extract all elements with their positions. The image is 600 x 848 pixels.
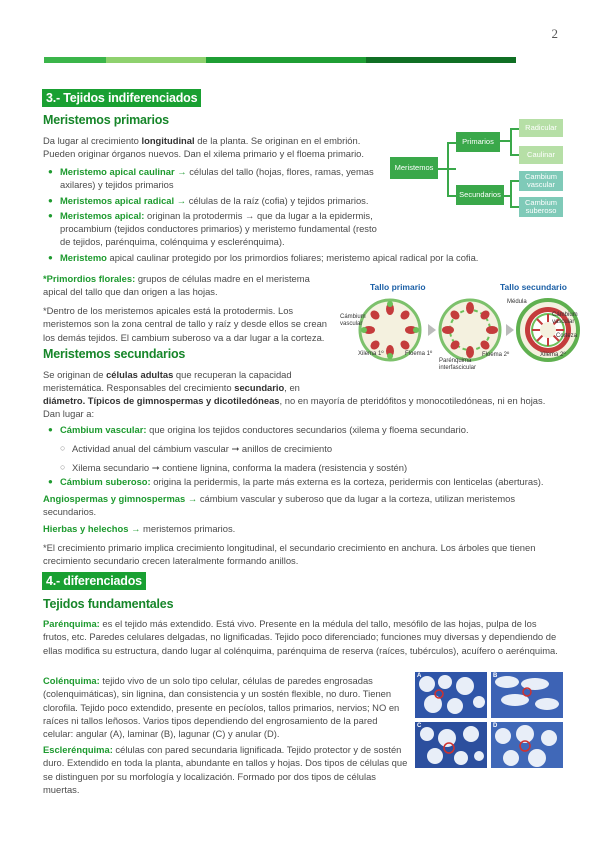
bar-seg-2 xyxy=(106,57,206,63)
bar-seg-1 xyxy=(44,57,106,63)
diagram-node-cambium-suberoso: Cambium suberoso xyxy=(519,197,563,217)
list-item: ● Meristemo apical caulinar → células del tallo (hojas, flores, ramas, yemas axilares) y tejidos primarios xyxy=(46,165,381,192)
section3-title: 3.- Tejidos indiferenciados xyxy=(42,89,201,107)
colenquima-para: Colénquima: tejido vivo de un solo tipo celular, células de paredes engrosadas (colenquimáticas), sin lignina, dan consistencia y un sostén flexible, no duro. Tienen clorofila. Tejido poco extendido, presente en pecíolos, tallos primarios, nervios; NO en raíces ni tallos leñosos. Varios tipos dependiendo del engrosamiento de la pared celular: angular (A), laminar (B), lagunar (C) y anular (D). xyxy=(43,675,400,740)
list-item: ○ Xilema secundario ➞ contiene lignina, conforma la madera (resistencia y sostén) xyxy=(58,461,538,474)
esclerenquima-para: Esclerénquima: células con pared secundaria lignificada. Tejido protector y de sostén duro. Extendido en toda la planta, abundante en tallos y hojas. Dos tipos de células que se distinguen por su morfología y localización. Formado por dos tipos de células muertas. xyxy=(43,744,408,795)
parenquima-para: Parénquima: es el tejido más extendido. Está vivo. Presente en la médula del tallo, mesófilo de las hojas, pulpa de los frutos, etc. Paredes celulares delgadas, no lignificadas. Tejido poco diferenciado; funciones muy diversas y dependiendo de ellas modifica su estructura, dando lugar al colénquima, parénquima de reserva (raíces, tubérculos), acuífero o aerénquima. xyxy=(43,618,558,656)
primarios-note: *Dentro de los meristemos apicales está la protodermis. Los meristemos son la zona central de tallo y raíz y desde ellos se crean los demás tejidos. El cambium suberoso va a dar lugar a la corteza. xyxy=(43,305,327,343)
bar-seg-4 xyxy=(366,57,516,63)
secundarios-intro-b: diámetro. Típicos de gimnospermas y dicotiledóneas, no en mayoría de pteridófitos y monocotiledóneas, ni en hojas. Dan lugar a: xyxy=(43,395,546,420)
diagram-node-cambium-vascular: Cambium vascular xyxy=(519,171,563,191)
micro-label-a: A xyxy=(417,673,422,679)
primordios-florales: *Primordios florales: grupos de células madre en el meristema apical del tallo que dan origen a las hojas. xyxy=(43,273,310,298)
label-xilema2: Xilema 2º xyxy=(540,352,566,358)
top-color-bar xyxy=(44,57,516,63)
list-item: ● Cámbium suberoso: origina la peridermis, la parte más externa es la corteza, peridermis con lenticelas (aberturas). xyxy=(46,475,566,488)
primarios-intro: Da lugar al crecimiento longitudinal de la planta. Se originan en el embrión. Pueden originar órganos nuevos. Dan el xilema primario y el floema primario. xyxy=(43,135,364,160)
label-xilema1: Xilema 1º xyxy=(358,351,384,357)
diagram-node-radicular: Radicular xyxy=(519,119,563,137)
list-item: ● Meristemo apical caulinar protegido por los primordios foliares; meristemo apical radical por la cofia. xyxy=(46,251,520,264)
secundarios-sublist xyxy=(58,442,538,477)
micro-label-d: D xyxy=(493,723,498,729)
label-corteza: Corteza xyxy=(556,333,578,339)
section4-title: 4.- diferenciados xyxy=(42,572,146,590)
label-cambium-vasc-left: Cámbium vascular xyxy=(340,314,366,327)
diagram-node-primarios: Primarios xyxy=(456,132,500,152)
list-item: ● Meristemos apical: originan la protodermis → que da lugar a la epidermis, procambium (tejidos conductores primarios) y meristemo fundamental (resto de tejidos, parénquima, colénquima y esclerénquima). xyxy=(46,209,381,249)
fundamentales-subtitle: Tejidos fundamentales xyxy=(43,597,174,611)
diagram-node-meristemos: Meristemos xyxy=(390,157,438,179)
primarios-subtitle: Meristemos primarios xyxy=(43,113,169,127)
label-medula: Médula xyxy=(507,299,527,305)
angiospermas-line: Angiospermas y gimnospermas → cámbium vascular y suberoso que da lugar a la corteza, utilizan meristemos secundarios. xyxy=(43,493,516,518)
diagram-node-caulinar: Caulinar xyxy=(519,146,563,164)
colenquima-micrographs xyxy=(415,672,563,768)
secundarios-list-2 xyxy=(46,475,566,490)
secundarios-list xyxy=(46,423,546,438)
list-item: ● Meristemos apical radical → células de la raíz (cofia) y tejidos primarios. xyxy=(46,194,381,207)
secundarios-intro-a: Se originan de células adultas que recuperan la capacidad meristemática. Responsables del crecimiento secundario, en xyxy=(43,369,300,394)
stem-title-secundario: Tallo secundario xyxy=(500,282,567,292)
primarios-list xyxy=(46,165,479,266)
label-cambium-vasc-right: Cámbium vascular xyxy=(552,312,578,325)
secundarios-subtitle: Meristemos secundarios xyxy=(43,347,186,361)
bar-seg-3 xyxy=(206,57,366,63)
hierbas-line: Hierbas y helechos → meristemos primarios. xyxy=(43,523,236,534)
label-floema1: Floema 1º xyxy=(405,351,433,357)
diagram-node-secundarios: Secundarios xyxy=(456,185,504,205)
label-floema2: Floema 2º xyxy=(482,352,510,358)
page-number: 2 xyxy=(551,26,558,41)
micro-label-c: C xyxy=(417,723,422,729)
label-parenquima: Parénquima interfascicular xyxy=(439,358,477,371)
list-item: ● Cámbium vascular: que origina los tejidos conductores secundarios (xilema y floema secundario. xyxy=(46,423,546,436)
secundarios-note: *El crecimiento primario implica crecimiento longitudinal, el secundario crecimiento en anchura. Los árboles que tienen crecimiento secundario crecen lateralmente formando anillos. xyxy=(43,542,536,567)
stem-title-primario: Tallo primario xyxy=(370,282,426,292)
list-item: ○ Actividad anual del cámbium vascular ➞ anillos de crecimiento xyxy=(58,442,538,455)
micro-label-b: B xyxy=(493,673,498,679)
